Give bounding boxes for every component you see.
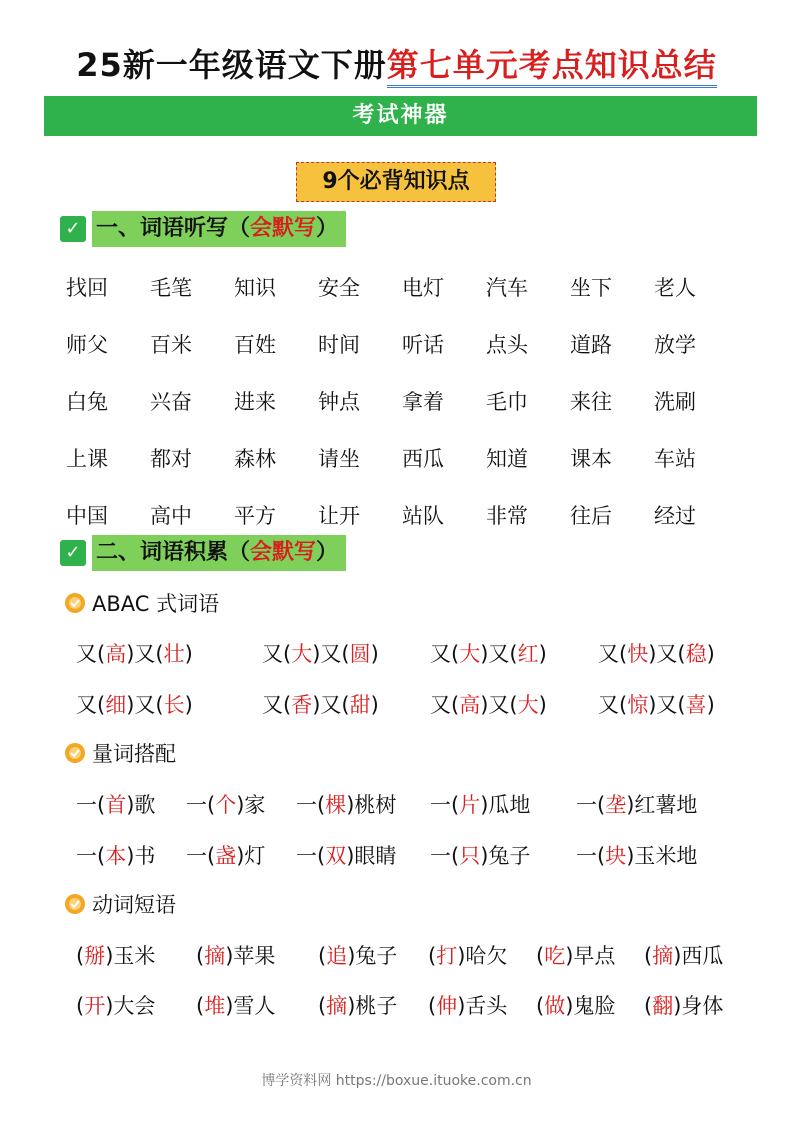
dictation-word: 找回 xyxy=(66,276,108,300)
abac-item: 又(大)又(圆) xyxy=(262,642,379,666)
abac-answer: 圆 xyxy=(349,642,371,666)
word-row xyxy=(66,443,746,473)
verb-answer: 堆 xyxy=(204,994,226,1018)
measure-item: 一(首)歌 xyxy=(76,793,156,817)
check-icon: ✓ xyxy=(60,540,86,566)
abac-answer: 高 xyxy=(105,642,127,666)
verb-answer: 开 xyxy=(84,994,106,1018)
word-row xyxy=(66,500,746,530)
dictation-word: 安全 xyxy=(318,276,360,300)
verb-item: (摘)桃子 xyxy=(318,994,398,1018)
dictation-word: 毛巾 xyxy=(486,390,528,414)
dictation-word: 非常 xyxy=(486,504,528,528)
measure-item: 一(本)书 xyxy=(76,844,156,868)
measure-answer: 片 xyxy=(459,793,481,817)
measure-heading: 量词搭配 xyxy=(64,738,176,768)
dictation-word: 往后 xyxy=(570,504,612,528)
section-1-header xyxy=(60,211,346,247)
dictation-word: 放学 xyxy=(654,333,696,357)
measure-item: 一(只)兔子 xyxy=(430,844,531,868)
measure-item: 一(垄)红薯地 xyxy=(576,793,698,817)
verb-answer: 打 xyxy=(436,944,458,968)
dictation-word: 平方 xyxy=(234,504,276,528)
abac-item: 又(香)又(甜) xyxy=(262,693,379,717)
abac-item: 又(高)又(大) xyxy=(430,693,547,717)
abac-answer: 香 xyxy=(291,693,313,717)
check-icon: ✓ xyxy=(60,216,86,242)
flower-icon xyxy=(64,742,86,764)
word-row xyxy=(66,329,746,359)
verb-answer: 吃 xyxy=(544,944,566,968)
measure-answer: 只 xyxy=(459,844,481,868)
dictation-word: 课本 xyxy=(570,447,612,471)
word-row xyxy=(66,386,746,416)
dictation-word: 汽车 xyxy=(486,276,528,300)
dictation-word: 经过 xyxy=(654,504,696,528)
dictation-word: 道路 xyxy=(570,333,612,357)
measure-answer: 首 xyxy=(105,793,127,817)
measure-item: 一(块)玉米地 xyxy=(576,844,698,868)
abac-item: 又(大)又(红) xyxy=(430,642,547,666)
abac-answer: 惊 xyxy=(627,693,649,717)
dictation-word: 高中 xyxy=(150,504,192,528)
dictation-word: 洗刷 xyxy=(654,390,696,414)
verb-answer: 翻 xyxy=(652,994,674,1018)
section-2-header xyxy=(60,535,346,571)
abac-heading: ABAC 式词语 xyxy=(64,588,219,618)
dictation-word: 师父 xyxy=(66,333,108,357)
dictation-word: 听话 xyxy=(402,333,444,357)
abac-item: 又(快)又(稳) xyxy=(598,642,715,666)
abac-answer: 长 xyxy=(163,693,185,717)
dictation-word: 来往 xyxy=(570,390,612,414)
measure-item: 一(盏)灯 xyxy=(186,844,266,868)
dictation-word: 西瓜 xyxy=(402,447,444,471)
dictation-word: 钟点 xyxy=(318,390,360,414)
dictation-word: 站队 xyxy=(402,504,444,528)
flower-icon xyxy=(64,592,86,614)
dictation-word: 电灯 xyxy=(402,276,444,300)
dictation-word: 上课 xyxy=(66,447,108,471)
abac-answer: 大 xyxy=(517,693,539,717)
word-row xyxy=(66,272,746,302)
verb-item: (摘)西瓜 xyxy=(644,944,724,968)
abac-answer: 壮 xyxy=(163,642,185,666)
abac-answer: 细 xyxy=(105,693,127,717)
banner: 考试神器 xyxy=(44,96,757,136)
verb-answer: 摘 xyxy=(326,994,348,1018)
abac-answer: 稳 xyxy=(685,642,707,666)
abac-item: 又(惊)又(喜) xyxy=(598,693,715,717)
verbs-heading: 动词短语 xyxy=(64,889,176,919)
verb-item: (追)兔子 xyxy=(318,944,398,968)
measure-item: 一(棵)桃树 xyxy=(296,793,397,817)
measure-answer: 盏 xyxy=(215,844,237,868)
measure-item: 一(双)眼睛 xyxy=(296,844,397,868)
measure-answer: 块 xyxy=(605,844,627,868)
dictation-word: 车站 xyxy=(654,447,696,471)
measure-answer: 个 xyxy=(215,793,237,817)
measure-answer: 双 xyxy=(325,844,347,868)
verb-item: (掰)玉米 xyxy=(76,944,156,968)
measure-item: 一(片)瓜地 xyxy=(430,793,531,817)
verb-item: (翻)身体 xyxy=(644,994,724,1018)
abac-answer: 甜 xyxy=(349,693,371,717)
dictation-word: 点头 xyxy=(486,333,528,357)
abac-answer: 大 xyxy=(291,642,313,666)
dictation-word: 进来 xyxy=(234,390,276,414)
dictation-word: 百姓 xyxy=(234,333,276,357)
page-title xyxy=(0,40,793,86)
dictation-word: 老人 xyxy=(654,276,696,300)
verb-answer: 摘 xyxy=(652,944,674,968)
verb-answer: 做 xyxy=(544,994,566,1018)
abac-answer: 大 xyxy=(459,642,481,666)
verb-item: (吃)早点 xyxy=(536,944,616,968)
verb-answer: 追 xyxy=(326,944,348,968)
abac-answer: 高 xyxy=(459,693,481,717)
abac-answer: 快 xyxy=(627,642,649,666)
dictation-word: 都对 xyxy=(150,447,192,471)
verb-item: (打)哈欠 xyxy=(428,944,508,968)
title-part1: 25新一年级语文下册 xyxy=(76,46,387,84)
dictation-word: 百米 xyxy=(150,333,192,357)
dictation-word: 中国 xyxy=(66,504,108,528)
verb-item: (做)鬼脸 xyxy=(536,994,616,1018)
verb-item: (伸)舌头 xyxy=(428,994,508,1018)
measure-answer: 垄 xyxy=(605,793,627,817)
abac-item: 又(细)又(长) xyxy=(76,693,193,717)
dictation-word: 请坐 xyxy=(318,447,360,471)
dictation-word: 兴奋 xyxy=(150,390,192,414)
measure-item: 一(个)家 xyxy=(186,793,266,817)
measure-answer: 棵 xyxy=(325,793,347,817)
flower-icon xyxy=(64,893,86,915)
dictation-word: 白兔 xyxy=(66,390,108,414)
dictation-word: 拿着 xyxy=(402,390,444,414)
dictation-word: 坐下 xyxy=(570,276,612,300)
dictation-word: 让开 xyxy=(318,504,360,528)
abac-answer: 红 xyxy=(517,642,539,666)
dictation-word: 知道 xyxy=(486,447,528,471)
footer: 博学资料网 https://boxue.ituoke.com.cn xyxy=(261,1073,532,1089)
title-part2: 第七单元考点知识总结 xyxy=(387,46,717,88)
dictation-word: 时间 xyxy=(318,333,360,357)
badge: 9个必背知识点 xyxy=(296,162,496,202)
dictation-word: 知识 xyxy=(234,276,276,300)
abac-answer: 喜 xyxy=(685,693,707,717)
verb-answer: 掰 xyxy=(84,944,106,968)
verb-item: (摘)苹果 xyxy=(196,944,276,968)
verb-answer: 伸 xyxy=(436,994,458,1018)
dictation-word: 毛笔 xyxy=(150,276,192,300)
verb-item: (开)大会 xyxy=(76,994,156,1018)
abac-item: 又(高)又(壮) xyxy=(76,642,193,666)
verb-item: (堆)雪人 xyxy=(196,994,276,1018)
measure-answer: 本 xyxy=(105,844,127,868)
section-1-label: 一、词语听写（会默写） xyxy=(92,211,346,247)
dictation-word: 森林 xyxy=(234,447,276,471)
verb-answer: 摘 xyxy=(204,944,226,968)
section-2-label: 二、词语积累（会默写） xyxy=(92,535,346,571)
